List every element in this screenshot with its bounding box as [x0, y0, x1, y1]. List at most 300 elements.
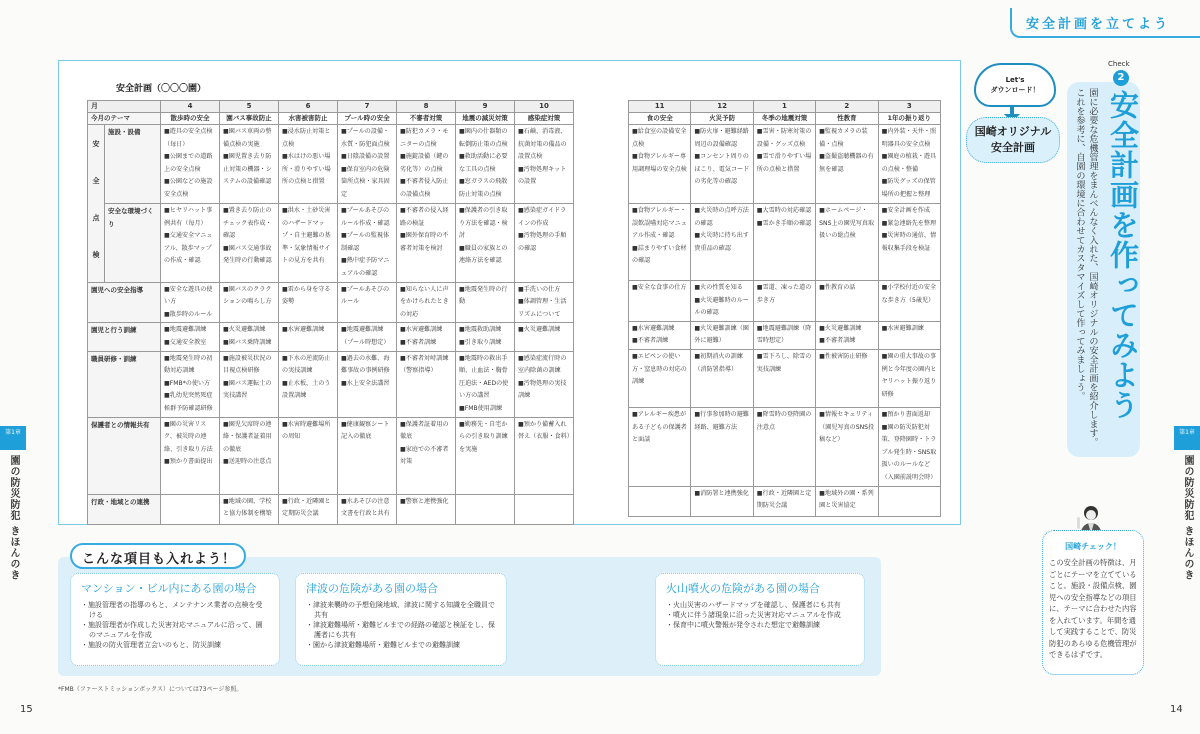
plan-cell — [397, 204, 456, 283]
plan-item: ■初期消火の訓練（消防署指導） — [694, 352, 743, 373]
plan-cell — [753, 281, 815, 322]
plan-table-nov-mar — [628, 100, 941, 517]
plan-cell — [629, 125, 691, 204]
plan-cell — [397, 417, 456, 494]
plan-item: ■水害時避難場所の周知 — [282, 420, 331, 441]
plan-item: ■水害避難訓練 — [881, 324, 924, 332]
plan-cell — [629, 407, 691, 486]
plan-item: ■園外保育時の不審者対策を検討 — [400, 232, 449, 252]
plan-cell — [691, 407, 753, 486]
plan-item: ■地震救助訓練 — [459, 326, 502, 334]
plan-cell — [753, 204, 815, 281]
plan-item: ■火災避難時のルールの確認 — [694, 296, 749, 317]
plan-item: ■地震避難訓練（プール時想定） — [341, 326, 390, 346]
plan-item: ■感染症流行時の室内除菌の訓練 — [518, 354, 567, 375]
theme-header: 地震の減災対策 — [456, 113, 515, 125]
plan-cell — [629, 321, 691, 349]
plan-item: ■情報セキュリティ（園児写真のSNS投稿など） — [819, 410, 875, 444]
cloud-line1: Let's — [1005, 76, 1025, 84]
plan-cell — [515, 323, 574, 351]
extras-card-item: ・ 津波避難場所・避難ビルまでの経路の確認と検証をし、保護者にも共有 — [306, 620, 496, 640]
plan-cell — [753, 125, 815, 204]
month-header: 9 — [456, 101, 515, 113]
month-header: 3 — [878, 101, 940, 113]
plan-item: ■水害避難訓練 — [400, 326, 443, 334]
plan-item: ■保護者証着用の徹底 — [400, 420, 449, 441]
plan-item: ■救助活動に必要な工具の点検 — [459, 153, 508, 173]
row-label: 園児への安全指導 — [88, 282, 161, 323]
theme-header: 性教育 — [816, 113, 878, 125]
row-label: 職員研修・訓練 — [88, 351, 161, 417]
chapter-title-left: 園の防災防犯 きほんのき — [8, 455, 19, 581]
plan-cell — [816, 407, 878, 486]
plan-cell — [816, 486, 878, 516]
plan-item: ■給食室の設備安全点検 — [632, 128, 687, 148]
plan-cell — [279, 204, 338, 283]
plan-cell — [338, 323, 397, 351]
plan-cell — [161, 204, 220, 283]
plan-cell — [691, 486, 753, 516]
plan-item: ■火の性質を知る — [694, 284, 743, 291]
plan-item: ■体調管理・生活リズムについて — [518, 298, 567, 318]
plan-item: ■行事参加時の避難経路、避難方法 — [694, 410, 749, 431]
plan-item: ■食物アレルギー・誤飲誤嚥対応マニュアル作成・確認 — [632, 207, 687, 240]
plan-item: ■窓ガラスの飛散防止対策の点検 — [459, 178, 508, 198]
inspection-label-char: 点 — [92, 214, 100, 222]
plan-item: ■大雪時の対応確認 — [756, 207, 812, 214]
download-cloud-icon[interactable] — [974, 63, 1056, 107]
cloud-line2: ダウンロード！ — [990, 86, 1040, 94]
plan-item: ■地震時の救出手順、止血法・胸骨圧迫法・AEDの使い方の講習 — [459, 354, 509, 400]
plan-item: ■水はけの悪い場所・滑りやすい場所の点検と措置 — [282, 153, 331, 186]
plan-title: 安全計画（〇〇〇園） — [116, 84, 207, 94]
plan-item: ■不審者訓練 — [819, 337, 856, 345]
plan-cell — [629, 486, 691, 516]
plan-item: ■行政・近隣園と定期防災会議 — [756, 489, 812, 510]
theme-header: 冬季の地震対策 — [753, 113, 815, 125]
plan-item: ■エピペンの使い方・窒息時の対応の訓練 — [632, 352, 687, 386]
plan-cell — [456, 282, 515, 323]
theme-header: 感染症対策 — [515, 113, 574, 125]
check-body: 園に必要な危機管理をまんべんなく入れた、国崎オリジナルの安全計画を紹介します。これを参考に、自園の環境に合わせてカスタマイズして作ってみましょう。 — [1074, 88, 1098, 447]
inspection-label-char: 全 — [92, 177, 100, 185]
theme-label: 今月のテーマ — [88, 113, 161, 125]
plan-item: ■引き取り訓練 — [459, 338, 502, 346]
plan-item: ■雪害・防寒対策の設備・グッズ点検 — [756, 128, 812, 148]
plan-cell — [629, 349, 691, 407]
row-label: 園児と行う訓練 — [88, 323, 161, 351]
plan-cell — [816, 204, 878, 281]
plan-cell — [691, 281, 753, 322]
plan-cell — [515, 417, 574, 494]
plan-item: ■火災避難訓練（園外に避難） — [694, 324, 749, 345]
extras-card-item: ・ 園から津波避難場所・避難ビルまでの避難訓練 — [306, 640, 496, 650]
plan-item: ■施設被災状況の目視点検研修 — [223, 354, 272, 375]
original-plan-download[interactable] — [966, 117, 1060, 163]
plan-cell — [338, 494, 397, 524]
plan-item: ■勤務先・自宅からの引き取り訓練を実施 — [459, 420, 508, 453]
extras-card — [655, 573, 865, 666]
plan-item: ■園の災害リスク、被災時の連絡、引き取り方法 — [164, 420, 213, 453]
plan-cell — [816, 281, 878, 322]
plan-cell — [161, 417, 220, 494]
plan-item: ■水上安全法講習 — [341, 379, 390, 387]
plan-item: ■汚物処理キットの設置 — [518, 165, 567, 186]
plan-item: ■不審者対峙訓練（警察指導） — [400, 354, 449, 375]
plan-item: ■アレルギー疾患がある子どもの保護者と面談 — [632, 410, 687, 444]
theme-header: 不審者対策 — [397, 113, 456, 125]
month-header: 12 — [691, 101, 753, 113]
plan-item: ■消防署と連携強化 — [694, 489, 749, 497]
plan-item: ■園児欠席時の連絡・保護者証着用の徹底 — [223, 420, 272, 453]
plan-cell — [878, 125, 940, 204]
plan-cell — [338, 417, 397, 494]
row-label: 安全な環境づくり — [105, 204, 161, 283]
extras-card-title: 火山噴火の危険がある園の場合 — [666, 582, 820, 595]
plan-item: ■防災グッズの保管場所の把握と整理 — [881, 178, 936, 198]
plan-cell — [515, 494, 574, 524]
extras-card-item: ・ 施設の防火管理者立会いのもと、防災訓練 — [81, 640, 269, 650]
plan-item: ■預かり備蓄入れ替え（衣服・食料） — [518, 420, 573, 441]
extras-card-item: ・ 保育中に噴火警報が発令された想定で避難訓練 — [666, 620, 854, 630]
plan-item: ■園バス運転士の実技講習 — [223, 379, 272, 400]
theme-header: プール時の安全 — [338, 113, 397, 125]
plan-cell — [279, 494, 338, 524]
plan-cell — [629, 204, 691, 281]
plan-item: ■地震避難訓練 — [164, 326, 207, 334]
table-row — [629, 486, 941, 516]
plan-cell — [515, 351, 574, 417]
extras-card-item: ・ 火山災害のハザードマップを確認し、保護者にも共有 — [666, 600, 854, 610]
plan-item: ■保育室内の危険箇所点検・家具固定 — [341, 165, 390, 198]
plan-item: ■地震避難訓練（降雪時想定） — [756, 324, 812, 345]
plan-cell — [397, 323, 456, 351]
plan-item: ■汚物処理の実技訓練 — [518, 379, 567, 400]
table-row — [629, 321, 941, 349]
page-number-right: 14 — [1170, 704, 1183, 715]
plan-cell — [456, 417, 515, 494]
extras-card-title: マンション・ビル内にある園の場合 — [81, 582, 257, 595]
plan-cell — [220, 417, 279, 494]
row-label: 施設・設備 — [105, 125, 161, 204]
plan-cell — [816, 349, 878, 407]
table-row — [88, 323, 574, 351]
plan-item: ■不審者侵入防止の設備点検 — [400, 178, 449, 198]
table-row — [629, 349, 941, 407]
plan-cell — [161, 282, 220, 323]
plan-cell — [161, 494, 220, 524]
plan-item: ■置き去り防止のチェック表作成・確認 — [223, 207, 272, 240]
month-header: 5 — [220, 101, 279, 113]
plan-item: ■知らない人に声をかけられたときの対応 — [400, 285, 449, 318]
plan-item: ■性教育の話 — [819, 284, 856, 291]
plan-cell — [456, 323, 515, 351]
plan-cell — [220, 125, 279, 204]
plan-cell — [629, 281, 691, 322]
check-number: 2 — [1113, 70, 1129, 86]
check-label: Check — [1108, 60, 1130, 68]
plan-cell — [456, 351, 515, 417]
plan-item: ■安全計画を作成 — [881, 207, 930, 214]
plan-item: ■プールの設備・水質・防犯面点検 — [341, 128, 390, 148]
plan-cell — [515, 204, 574, 283]
table-row — [629, 125, 941, 204]
extras-card-item: ・ 施設管理者の指導のもと、メンテナンス業者の点検を受ける — [81, 600, 269, 620]
plan-cell — [878, 486, 940, 516]
footnote: *FMB（ファーストミッションボックス）については73ページ参照。 — [58, 686, 243, 693]
plan-item: ■防火扉・避難経路周辺の設備確認 — [694, 128, 749, 148]
plan-item: ■水あそびの注意文書を行政と共有 — [341, 497, 390, 518]
extras-card — [295, 573, 507, 666]
plan-item: ■送迎時の注意点 — [223, 458, 272, 466]
theme-header: 園バス事故防止 — [220, 113, 279, 125]
theme-header: 1年の振り返り — [878, 113, 940, 125]
month-header: 10 — [515, 101, 574, 113]
plan-cell — [515, 125, 574, 204]
plan-item: ■保護者の引き取り方法を確認・検討 — [459, 207, 508, 240]
plan-item: ■雪で滑りやすい場所の点検と措置 — [756, 153, 812, 173]
plan-item: ■熱中症予防マニュアルの確認 — [341, 257, 390, 277]
inspection-label — [88, 125, 105, 283]
plan-cell — [878, 349, 940, 407]
chapter-tab-right[interactable]: 第1章 — [1174, 426, 1200, 450]
plan-cell — [338, 351, 397, 417]
theme-header: 水害被害防止 — [279, 113, 338, 125]
plan-item: ■園庭の植栽・遊具の点検・整備 — [881, 153, 937, 173]
plan-item: ■園バス交通事故発生時の行動確認 — [223, 244, 272, 265]
plan-cell — [220, 351, 279, 417]
plan-item: ■公園までの道路上の安全点検 — [164, 153, 213, 173]
page-number-left: 15 — [20, 704, 33, 715]
table-row — [88, 351, 574, 417]
plan-item: ■プールあそびのルール作成・確認 — [341, 207, 390, 227]
month-header: 11 — [629, 101, 691, 113]
plan-cell — [753, 407, 815, 486]
plan-item: ■性被害防止研修 — [819, 352, 868, 360]
theme-header: 火災予防 — [691, 113, 753, 125]
plan-item: ■ヒヤリハット事例共有（毎月） — [164, 207, 213, 227]
month-header: 6 — [279, 101, 338, 113]
plan-cell — [279, 323, 338, 351]
plan-cell — [338, 282, 397, 323]
plan-item: ■FMB*の使い方 — [164, 379, 211, 387]
plan-item: ■安全な食事の仕方 — [632, 284, 687, 291]
plan-cell — [691, 349, 753, 407]
plan-item: ■ホームページ・SNS上の園児写真取扱いの総点検 — [819, 207, 875, 240]
inspection-label-char: 安 — [92, 140, 100, 148]
plan-item: ■浸水防止対策と点検 — [282, 128, 331, 148]
plan-item: ■園児置き去り防止対策の機器・システムの設備確認 — [223, 153, 272, 186]
plan-item: ■警察と連携強化 — [400, 497, 449, 505]
plan-item: ■盗撮盗聴機器の有無を確認 — [819, 153, 874, 173]
plan-item: ■下水の逆流防止の実技訓練 — [282, 354, 331, 375]
plan-item: ■地域外の園・系列園と災害協定 — [819, 489, 874, 510]
plan-cell — [878, 321, 940, 349]
plan-table-apr-oct — [87, 100, 574, 525]
plan-item: ■汚物処理の手順の確認 — [518, 232, 567, 252]
month-header: 7 — [338, 101, 397, 113]
plan-cell — [691, 204, 753, 281]
inspection-label-char: 検 — [92, 251, 100, 259]
plan-item: ■健康観察シート記入の徹底 — [341, 420, 390, 441]
plan-cell — [279, 282, 338, 323]
table-row — [88, 282, 574, 323]
month-header: 8 — [397, 101, 456, 113]
table-row — [88, 204, 574, 283]
plan-cell — [397, 125, 456, 204]
plan-cell — [456, 494, 515, 524]
plan-cell — [161, 323, 220, 351]
plan-item: ■プールの監視体制確認 — [341, 232, 390, 252]
extras-card-item: ・ 津波来襲時の予想危険地域、津波に関する知識を全職員で共有 — [306, 600, 496, 620]
plan-item: ■火災避難訓練 — [223, 326, 266, 334]
plan-item: ■園内の什器類の転倒防止策の点検 — [459, 128, 508, 148]
check-title: 安全計画を作ってみよう — [1106, 90, 1140, 420]
month-label: 月 — [88, 101, 161, 113]
plan-item: ■交通安全教室 — [164, 338, 207, 346]
plan-item: ■火災避難訓練 — [518, 326, 561, 334]
kunisaki-check-title: 国崎チェック！ — [1065, 542, 1121, 551]
plan-item: ■FMB使用訓練 — [459, 404, 503, 412]
chapter-tab-left[interactable]: 第1章 — [0, 426, 26, 450]
plan-cell — [456, 125, 515, 204]
plan-item: ■日陰設備の設置 — [341, 153, 390, 161]
plan-item: ■防犯カメラ・モニターの点検 — [400, 128, 449, 148]
plan-item: ■内外装・天井・照明器具の安全点検 — [881, 128, 937, 148]
plan-cell — [515, 282, 574, 323]
section-title: 安全計画を立てよう — [1010, 8, 1200, 38]
plan-item: ■監視カメラの装備・点検 — [819, 128, 868, 148]
plan-item: ■緊急連絡先を整理 — [881, 219, 937, 227]
plan-cell — [691, 125, 753, 204]
box-line2: 安全計画 — [991, 141, 1035, 154]
plan-item: ■水害避難訓練 — [632, 324, 675, 332]
plan-cell — [338, 204, 397, 283]
plan-item: ■手洗いの仕方 — [518, 285, 561, 293]
table-row — [629, 204, 941, 281]
plan-item: ■安全な遊具の使い方 — [164, 285, 213, 306]
plan-item: ■火災避難訓練 — [819, 324, 862, 332]
month-header: 4 — [161, 101, 220, 113]
plan-cell — [753, 321, 815, 349]
row-label: 保護者との情報共有 — [88, 417, 161, 494]
plan-cell — [878, 204, 940, 281]
plan-cell — [397, 494, 456, 524]
plan-item: ■預かり書面提出 — [164, 458, 213, 466]
plan-item: ■不審者訓練 — [632, 337, 669, 345]
plan-cell — [753, 486, 815, 516]
plan-item: ■止水板、土のう設置訓練 — [282, 379, 331, 400]
plan-item: ■コンセント周りのほこり、電気コードの劣化等の確認 — [694, 153, 750, 186]
plan-item: ■プールあそびのルール — [341, 285, 390, 306]
theme-header: 散歩時の安全 — [161, 113, 220, 125]
plan-item: ■地震発生時の行動 — [459, 285, 508, 306]
plan-cell — [161, 351, 220, 417]
extras-card-item: ・ 施設管理者が作成した災害対応マニュアルに沿って、園のマニュアルを作成 — [81, 620, 269, 640]
plan-item: ■施錠設備（鍵の劣化等）の点検 — [400, 153, 449, 173]
month-header: 2 — [816, 101, 878, 113]
plan-item: ■地域の園、学校と協力体制を構築 — [223, 497, 272, 518]
plan-item: ■公園などの施設安全点検 — [164, 178, 213, 198]
plan-item: ■食物アレルギー専用調理場の安全点検 — [632, 153, 687, 173]
plan-item: ■園の防災防犯対策、登降園時・トラブル発生時・SNS取扱いのルールなど（入園前説明会時） — [881, 423, 937, 481]
plan-item: ■感染症ガイドラインの作成 — [518, 207, 567, 227]
plan-cell — [816, 125, 878, 204]
plan-cell — [691, 321, 753, 349]
plan-cell — [279, 125, 338, 204]
plan-item: ■火災時に持ち出す貴重品の確認 — [694, 232, 749, 252]
plan-cell — [456, 204, 515, 283]
plan-cell — [878, 407, 940, 486]
plan-cell — [220, 494, 279, 524]
month-header: 1 — [753, 101, 815, 113]
plan-cell — [878, 281, 940, 322]
plan-item: ■不審者の侵入経路の検証 — [400, 207, 449, 227]
plan-cell — [161, 125, 220, 204]
plan-cell — [279, 351, 338, 417]
plan-cell — [220, 282, 279, 323]
extras-heading: こんな項目も入れよう！ — [70, 543, 246, 569]
plan-cell — [816, 321, 878, 349]
plan-item: ■園バス車両の整備点検の実施 — [223, 128, 272, 148]
kunisaki-check-body: この安全計画の特徴は、月ごとにテーマを立てていること。施設・設備点検、園児への安全指導などの項目に、テーマに合わせた内容を入れています。年間を通して実践することで、防災防犯のあらゆる危機管理ができるはずです。 — [1049, 558, 1137, 659]
plan-item: ■火災時の点呼方法の確認 — [694, 207, 749, 227]
plan-cell — [220, 323, 279, 351]
chapter-title-right: 園の防災防犯 きほんのき — [1182, 455, 1193, 581]
plan-item: ■遊具の安全点検（毎日） — [164, 128, 213, 148]
plan-item: ■詰まりやすい食材の確認 — [632, 244, 687, 265]
plan-item: ■預かり書面返却 — [881, 410, 930, 418]
extras-card-title: 津波の危険がある園の場合 — [306, 582, 438, 595]
plan-item: ■行政・近隣園と定期防災会議 — [282, 497, 331, 518]
kunisaki-check-box — [1042, 530, 1144, 675]
plan-item: ■雪道、凍った道の歩き方 — [756, 284, 812, 304]
table-row — [88, 494, 574, 524]
plan-cell — [338, 125, 397, 204]
plan-cell — [279, 417, 338, 494]
plan-item: ■過去の水難、海難事故の事例研修 — [341, 354, 390, 375]
row-label: 行政・地域との連携 — [88, 494, 161, 524]
theme-header: 食の安全 — [629, 113, 691, 125]
plan-item: ■災害時の通信、情報収集手段を検証 — [881, 232, 937, 252]
table-row — [629, 281, 941, 322]
plan-item: ■地震発生時の初動対応訓練 — [164, 354, 213, 375]
plan-item: ■家庭での不審者対策 — [400, 445, 449, 466]
extras-card — [70, 573, 280, 666]
plan-item: ■洪水・土砂災害のハザードマップ・自主避難の基準・気象情報サイトの見方を共有 — [282, 207, 331, 265]
plan-item: ■水害避難訓練 — [282, 326, 325, 334]
table-row — [88, 125, 574, 204]
plan-cell — [397, 282, 456, 323]
plan-item: ■職員の家族との連絡方法を確認 — [459, 244, 508, 265]
plan-item: ■園の重大事故の事例と今年度の園内ヒヤリハット振り返り研修 — [881, 352, 937, 398]
plan-cell — [753, 349, 815, 407]
extras-card-item: ・ 噴火に伴う諸現象に沿った災害対応マニュアルを作成 — [666, 610, 854, 620]
plan-cell — [397, 351, 456, 417]
plan-item: ■園バスのクラクションの鳴らし方 — [223, 285, 272, 306]
box-line1: 国崎オリジナル — [974, 125, 1052, 138]
plan-item: ■石鹸、消毒液、抗菌対策の備品の設置点検 — [518, 128, 567, 161]
plan-item: ■交通安全マニュアル、散歩マップの作成・確認 — [164, 232, 213, 265]
plan-item: ■乳幼児突然死症候群予防確認研修 — [164, 392, 213, 412]
plan-item: ■雪かき手順の確認 — [756, 219, 812, 227]
table-row — [629, 407, 941, 486]
plan-item: ■降雪時の登降園の注意点 — [756, 410, 812, 431]
plan-cell — [220, 204, 279, 283]
table-row — [88, 417, 574, 494]
plan-item: ■園バス乗降訓練 — [223, 338, 272, 346]
plan-item: ■不審者訓練 — [400, 338, 437, 346]
